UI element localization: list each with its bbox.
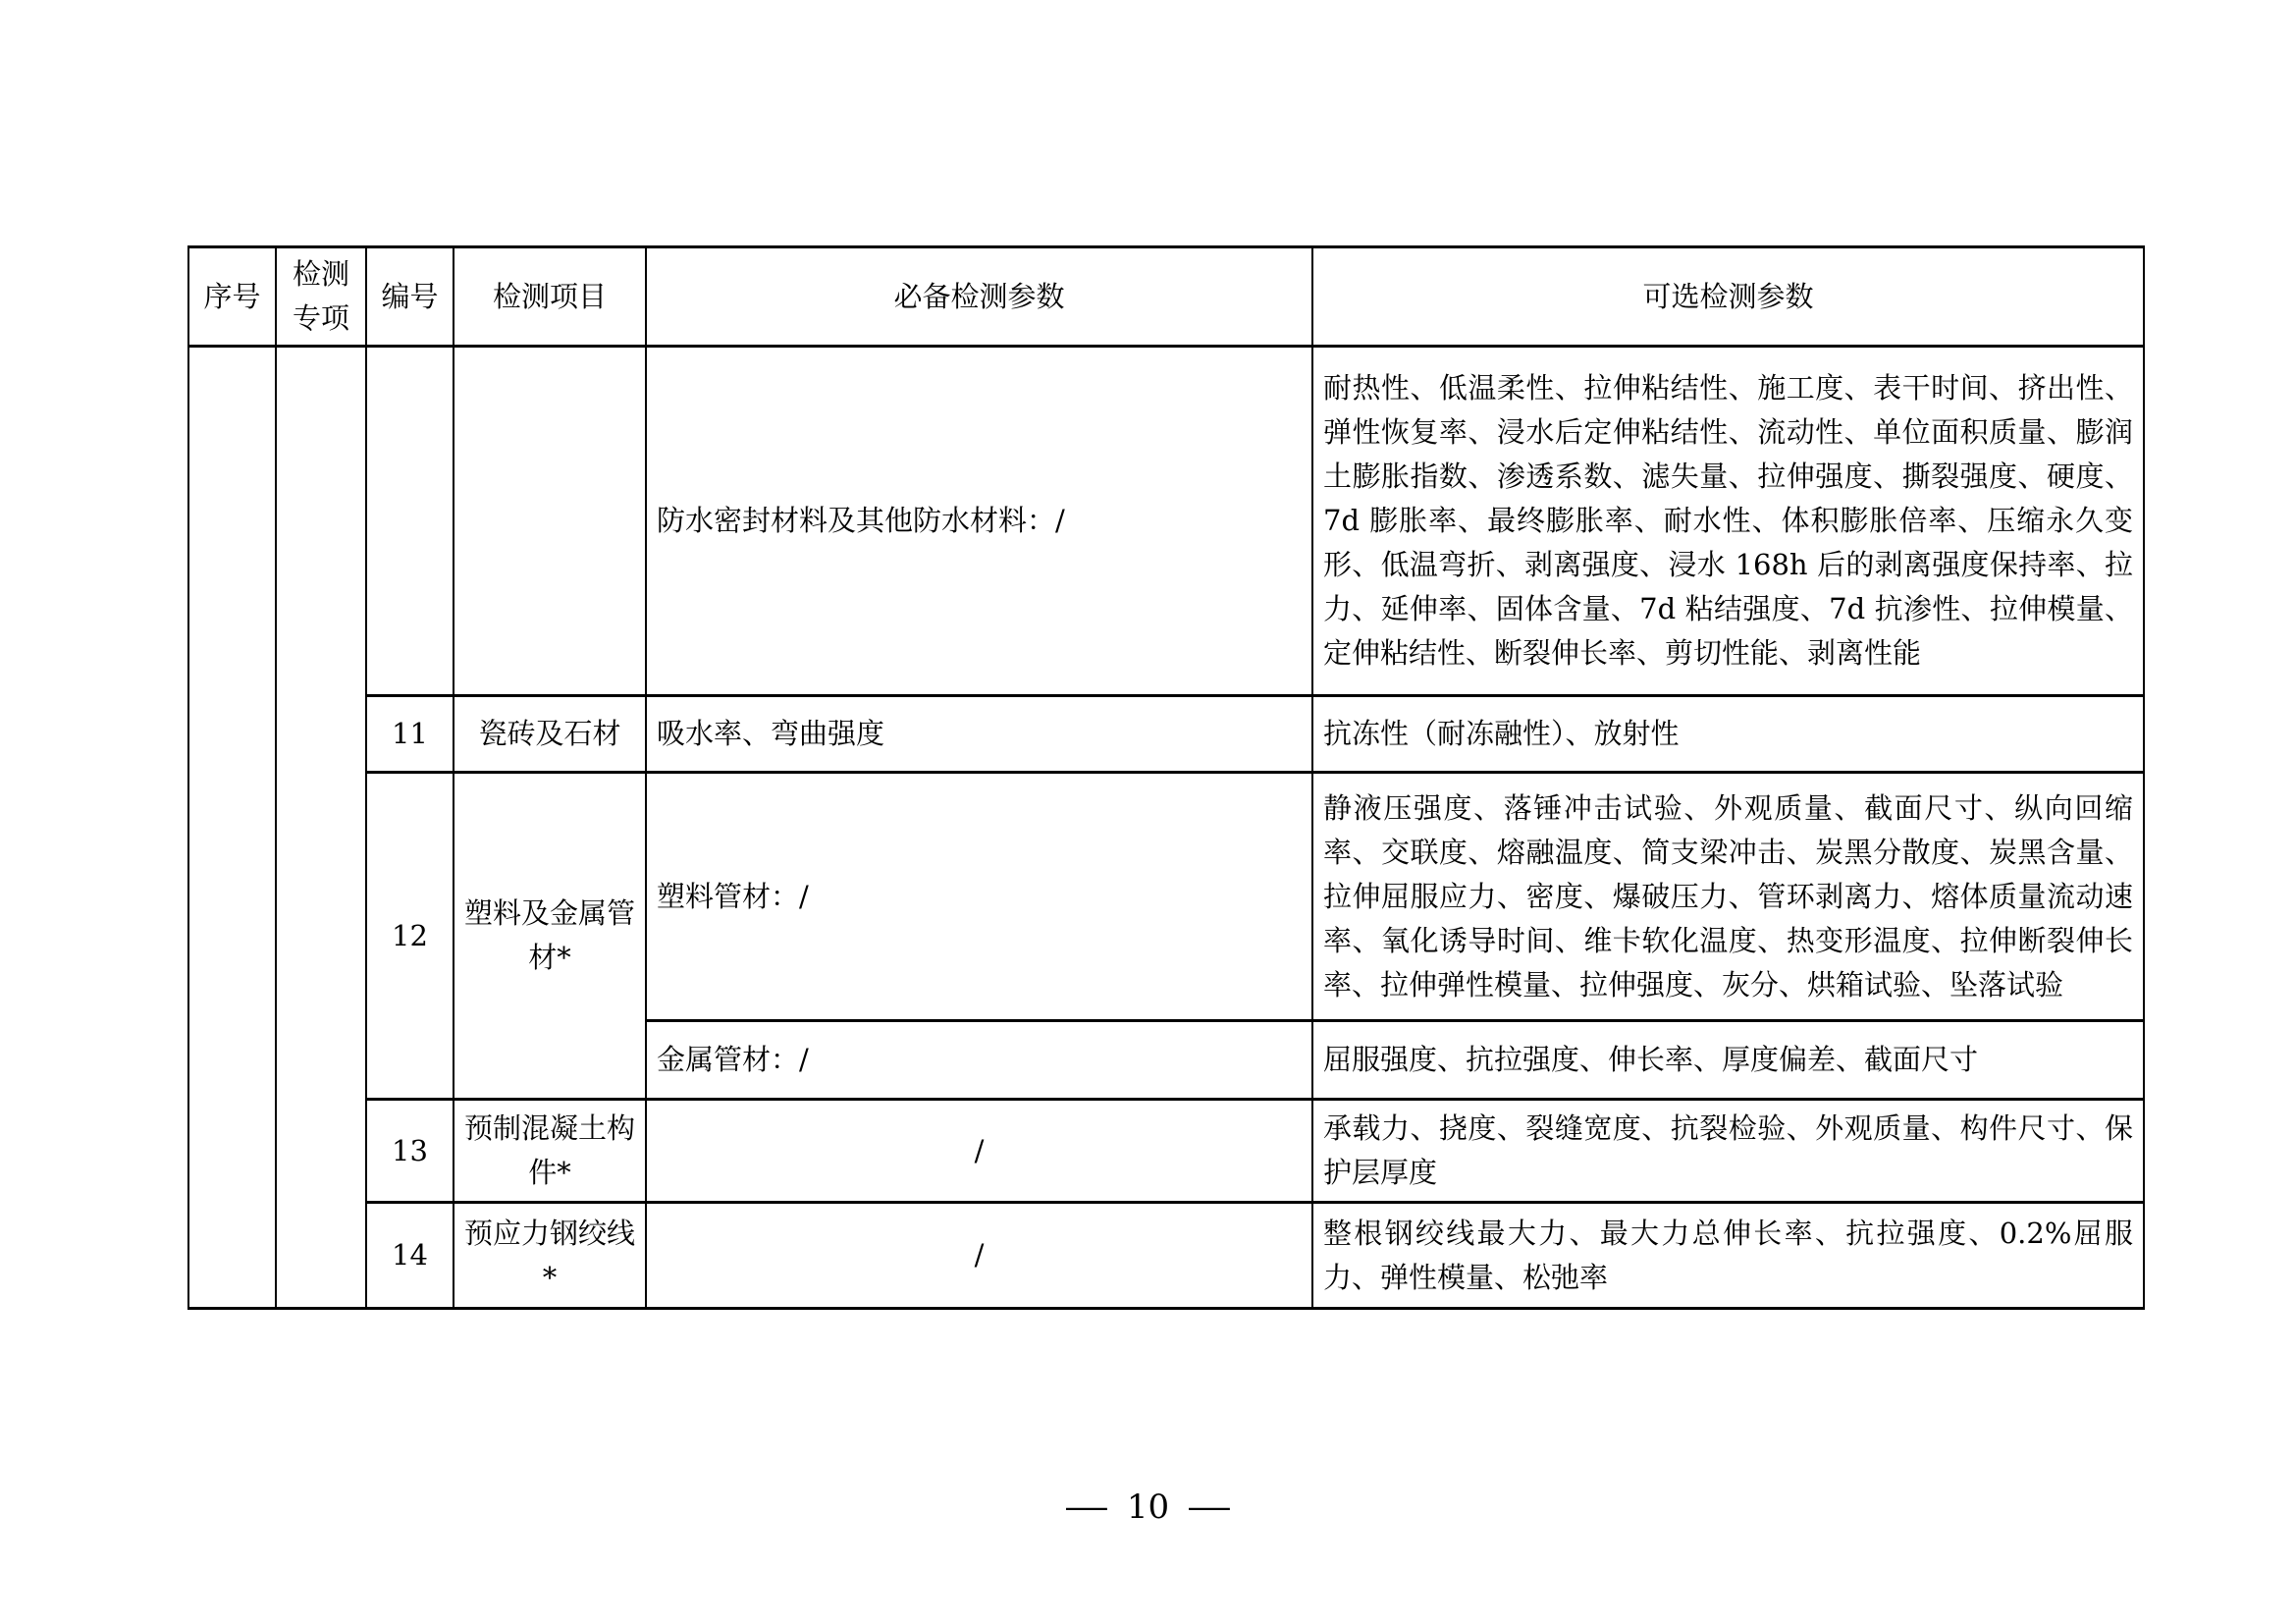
header-number: 编号 xyxy=(366,247,454,347)
page-footer xyxy=(0,1485,2296,1530)
table-row-12-plastic xyxy=(188,773,2144,1021)
cell-required-13: / xyxy=(646,1100,1312,1203)
table-row-11 xyxy=(188,696,2144,773)
cell-number-11: 11 xyxy=(366,696,454,773)
page-number: 10 xyxy=(1126,1488,1170,1527)
cell-item-12: 塑料及金属管材* xyxy=(454,773,646,1100)
header-item: 检测项目 xyxy=(454,247,646,347)
cell-item-waterproof xyxy=(454,347,646,696)
cell-optional-11: 抗冻性（耐冻融性）、放射性 xyxy=(1312,696,2144,773)
cell-optional-14: 整根钢绞线最大力、最大力总伸长率、抗拉强度、0.2%屈服力、弹性模量、松弛率 xyxy=(1312,1203,2144,1309)
cell-required-waterproof: 防水密封材料及其他防水材料：/ xyxy=(646,347,1312,696)
cell-optional-12-plastic: 静液压强度、落锤冲击试验、外观质量、截面尺寸、纵向回缩率、交联度、熔融温度、简支梁冲击、炭黑分散度、炭黑含量、拉伸屈服应力、密度、爆破压力、管环剥离力、熔体质量流动速率、氧化诱导时间、维卡软化温度、热变形温度、拉伸断裂伸长率、拉伸弹性模量、拉伸强度、灰分、烘箱试验、坠落试验 xyxy=(1312,773,2144,1021)
cell-special-span xyxy=(276,347,366,1309)
cell-required-12-metal: 金属管材：/ xyxy=(646,1021,1312,1100)
table-row-13 xyxy=(188,1100,2144,1203)
cell-number-14: 14 xyxy=(366,1203,454,1309)
cell-number-waterproof xyxy=(366,347,454,696)
cell-optional-12-metal: 屈服强度、抗拉强度、伸长率、厚度偏差、截面尺寸 xyxy=(1312,1021,2144,1100)
cell-required-12-plastic: 塑料管材：/ xyxy=(646,773,1312,1021)
header-special: 检测专项 xyxy=(276,247,366,347)
table-row-14 xyxy=(188,1203,2144,1309)
cell-number-12: 12 xyxy=(366,773,454,1100)
header-required-params: 必备检测参数 xyxy=(646,247,1312,347)
table-header-row xyxy=(188,247,2144,347)
table-row-waterproof xyxy=(188,347,2144,696)
cell-number-13: 13 xyxy=(366,1100,454,1203)
cell-item-13: 预制混凝土构件* xyxy=(454,1100,646,1203)
cell-seq-span xyxy=(188,347,276,1309)
header-optional-params: 可选检测参数 xyxy=(1312,247,2144,347)
footer-dash-right: — xyxy=(1187,1488,1233,1527)
inspection-parameters-table xyxy=(187,245,2145,1310)
cell-optional-13: 承载力、挠度、裂缝宽度、抗裂检验、外观质量、构件尺寸、保护层厚度 xyxy=(1312,1100,2144,1203)
cell-optional-waterproof: 耐热性、低温柔性、拉伸粘结性、施工度、表干时间、挤出性、弹性恢复率、浸水后定伸粘结性、流动性、单位面积质量、膨润土膨胀指数、渗透系数、滤失量、拉伸强度、撕裂强度、硬度、7d 膨胀率、最终膨胀率、耐水性、体积膨胀倍率、压缩永久变形、低温弯折、剥离强度、浸水 168h 后的剥离强度保持率、拉力、延伸率、固体含量、7d 粘结强度、7d 抗渗性、拉伸模量、定伸粘结性、断裂伸长率、剪切性能、剥离性能 xyxy=(1312,347,2144,696)
cell-item-14: 预应力钢绞线* xyxy=(454,1203,646,1309)
footer-dash-left: — xyxy=(1063,1488,1109,1527)
header-seq: 序号 xyxy=(188,247,276,347)
cell-item-11: 瓷砖及石材 xyxy=(454,696,646,773)
cell-required-11: 吸水率、弯曲强度 xyxy=(646,696,1312,773)
cell-required-14: / xyxy=(646,1203,1312,1309)
